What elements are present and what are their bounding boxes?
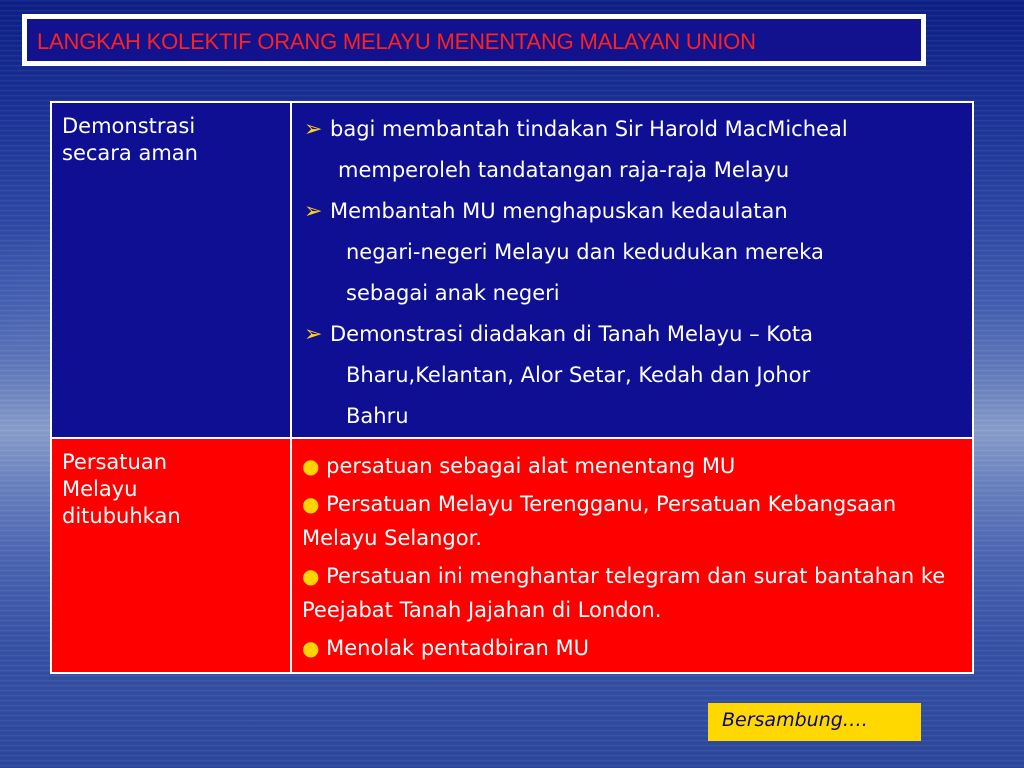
dot-bullet-icon: ● — [302, 492, 320, 516]
bullet-line-text: Bahru — [346, 404, 409, 428]
title-box — [22, 14, 926, 66]
bullet-item — [304, 314, 964, 437]
bullet-item — [302, 487, 964, 555]
bullet-text: Persatuan ini menghantar telegram dan surat bantahan ke Peejabat Tanah Jajahan di London. — [302, 564, 946, 622]
bullet-item — [302, 559, 964, 627]
dot-bullet-icon: ● — [302, 454, 320, 478]
arrow-bullet-icon: ➢ — [304, 199, 323, 224]
bullet-text: Menolak pentadbiran MU — [326, 636, 590, 660]
continued-label: Bersambung…. — [708, 703, 921, 741]
dot-bullet-icon: ● — [302, 636, 320, 660]
bullet-line-text: Membantah MU menghapuskan kedaulatan — [330, 199, 788, 223]
bullet-line-text: negari-negeri Melayu dan kedudukan mereka — [346, 240, 824, 264]
bullet-text: Persatuan Melayu Terengganu, Persatuan Kebangsaan Melayu Selangor. — [302, 492, 897, 550]
row-content-demonstrasi — [291, 102, 973, 438]
content-table — [50, 101, 974, 674]
row-label-line: secara aman — [62, 140, 198, 165]
row-label-line: Persatuan — [62, 450, 167, 474]
row-label-demonstrasi — [51, 102, 291, 438]
table-row-persatuan — [51, 438, 973, 673]
row-label-persatuan — [51, 438, 291, 673]
table-row-demonstrasi — [51, 102, 973, 438]
row-label-line: Demonstrasi — [62, 114, 196, 138]
dot-bullet-icon: ● — [302, 564, 320, 588]
bullet-line-text: bagi membantah tindakan Sir Harold MacMicheal — [330, 117, 848, 141]
row-label-line: ditubuhkan — [62, 503, 181, 528]
bullet-item — [304, 191, 964, 314]
bullet-item — [302, 631, 964, 665]
bullet-line-text: memperoleh tandatangan raja-raja Melayu — [338, 158, 790, 182]
bullet-text: persatuan sebagai alat menentang MU — [326, 454, 736, 478]
title-banner — [27, 19, 921, 61]
row-content-persatuan — [291, 438, 973, 673]
arrow-bullet-icon: ➢ — [304, 322, 323, 347]
bullet-item — [302, 449, 964, 483]
arrow-bullet-icon: ➢ — [304, 117, 323, 142]
row-label-line: Melayu — [62, 476, 138, 501]
bullet-item — [304, 109, 964, 191]
bullet-line-text: Demonstrasi diadakan di Tanah Melayu – Kota — [330, 322, 813, 346]
bullet-line-text: sebagai anak negeri — [346, 281, 560, 305]
bullet-line-text: Bharu,Kelantan, Alor Setar, Kedah dan Johor — [346, 363, 811, 387]
slide-title: LANGKAH KOLEKTIF ORANG MELAYU MENENTANG MALAYAN UNION — [37, 29, 756, 54]
